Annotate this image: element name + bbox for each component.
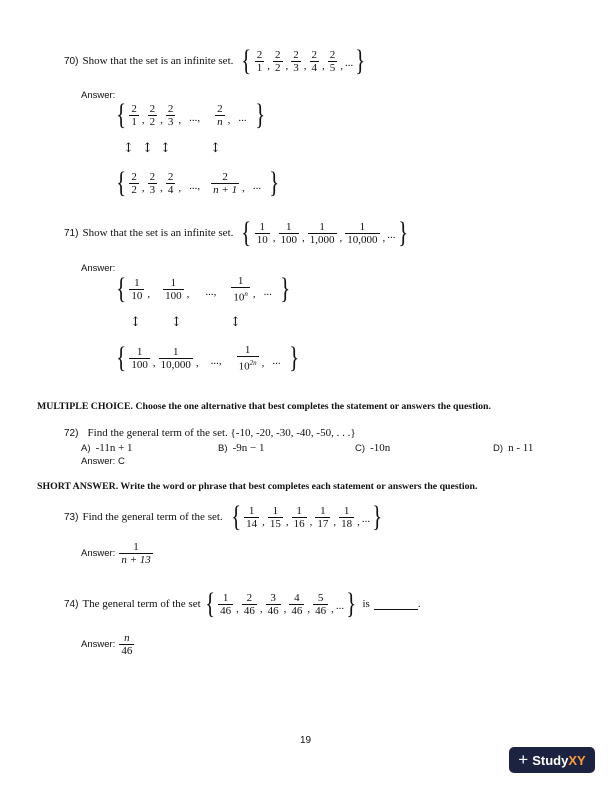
q74-answer: Answer: $\frac{n}{46}$ [81,632,133,657]
q71-number: 71) [64,227,79,239]
q72-option-d[interactable]: D) n - 11 [493,442,534,454]
is-text: is [362,598,370,610]
set-fraction: $\frac{1}{16}$ [293,504,305,530]
general-term: $\frac{2}{n + 1}$ [213,170,238,196]
q72-number: 72) [64,428,79,439]
q72-option-a[interactable]: A) -11n + 1 [81,442,133,454]
q73-number: 73) [64,511,79,523]
logo-study-text: Study [532,752,569,768]
set-fraction: $\frac{1}{10,000}$ [160,345,191,371]
q73-prompt [64,502,384,532]
arrow-icon: ↕ [123,141,134,156]
q71-answer-label: Answer: [81,263,116,274]
set-fraction: $\frac{1}{10}$ [256,220,268,246]
set-fraction: $\frac{2}{4}$ [311,48,318,74]
set-fraction: $\frac{2}{46}$ [243,591,255,617]
q70-prompt [64,46,368,76]
arrow-icon: ↕ [210,141,221,156]
set-fraction: $\frac{1}{1,000}$ [309,220,335,246]
period: . [417,598,421,610]
q71-set: { $\frac{1}{10}$ , $\frac{1}{100}$ , $\frac{1}{1,000}$ , $\frac{1}{10,000}$ , ... } [241,216,408,249]
ellipsis: ..., [189,180,201,192]
q74-prompt [64,589,421,619]
ellipsis: ..., [210,355,222,367]
set-fraction: $\frac{1}{14}$ [246,504,258,530]
ellipsis: ... [263,286,272,298]
studyxy-logo[interactable] [509,747,595,773]
set-fraction: $\frac{1}{100}$ [165,276,182,302]
q71-prompt [64,218,410,248]
q74-number: 74) [64,598,79,610]
q70-set: { $\frac{2}{1}$ , $\frac{2}{2}$ , $\frac{2}{3}$ , $\frac{2}{4}$ , $\frac{2}{5}$ , ... } [241,44,366,77]
set-fraction: $\frac{2}{5}$ [329,48,336,74]
set-fraction: $\frac{2}{2}$ [149,102,156,128]
q73-text: Find the general term of the set. [82,511,223,523]
ellipsis: ... [361,513,371,525]
general-term: $\frac{2}{n}$ [217,102,223,128]
general-term: $\frac{1}{10^{2n}}$ [238,343,257,373]
q70-answer-row2: { $\frac{2}{2}$ , $\frac{2}{3}$ , $\frac{2}{4}$ , ..., $\frac{2}{n + 1}$ , ... } [116,166,280,199]
ellipsis: ..., [205,286,217,298]
left-brace: { [241,44,252,77]
set-fraction: $\frac{3}{46}$ [267,591,279,617]
answer-blank[interactable] [374,599,418,610]
short-answer-header: SHORT ANSWER. Write the word or phrase that best completes each statement or answers the question. [37,481,478,492]
set-fraction: $\frac{1}{100}$ [131,345,148,371]
q71-answer-row1: { $\frac{1}{10}$ , $\frac{1}{100}$ , ..., $\frac{1}{10^n}$ , ... } [116,272,291,305]
set-fraction: $\frac{2}{2}$ [131,170,137,196]
ellipsis: ... [252,180,262,192]
general-term: $\frac{1}{10^n}$ [233,274,248,304]
logo-xy-text: XY [568,752,586,768]
ellipsis: ... [345,57,354,69]
set-fraction: $\frac{1}{100}$ [280,220,298,246]
set-fraction: $\frac{2}{1}$ [131,102,137,128]
set-fraction: $\frac{2}{1}$ [256,48,263,74]
q73-set: { $\frac{1}{14}$ , $\frac{1}{15}$ , $\frac{1}{16}$ , $\frac{1}{17}$ , $\frac{1}{18}$ , ... } [230,500,383,533]
arrow-icon: ↕ [142,141,153,156]
set-fraction: $\frac{1}{18}$ [341,504,353,530]
set-fraction: $\frac{2}{2}$ [275,48,281,74]
q72-option-c[interactable]: C) -10n [355,442,391,454]
ellipsis: ... [272,355,281,367]
set-fraction: $\frac{1}{10,000}$ [347,220,378,246]
multiple-choice-header: MULTIPLE CHOICE. Choose the one alternative that best completes the statement or answers the question. [37,401,491,412]
q74-text: The general term of the set [82,598,201,610]
set-fraction: $\frac{1}{15}$ [269,504,281,530]
q72-text: Find the general term of the set. {-10, -20, -30, -40, -50, . . .} [87,427,356,439]
answer-fraction: $\frac{1}{n + 13}$ [121,541,151,566]
set-fraction: $\frac{2}{3}$ [167,102,174,128]
answer-fraction: $\frac{n}{46}$ [121,632,133,657]
set-fraction: $\frac{1}{17}$ [317,504,329,530]
q73-answer: Answer: $\frac{1}{n + 13}$ [81,541,151,566]
set-fraction: $\frac{4}{46}$ [291,591,303,617]
page-number: 19 [300,735,312,746]
set-fraction: $\frac{1}{10}$ [131,276,143,302]
set-fraction: $\frac{2}{4}$ [167,170,174,196]
arrow-icon: ↕ [160,141,171,156]
q72-option-b[interactable]: B) -9n − 1 [218,442,265,454]
q71-answer-row2: { $\frac{1}{100}$ , $\frac{1}{10,000}$ , ..., $\frac{1}{10^{2n}}$ , ... } [116,341,299,374]
q71-text: Show that the set is an infinite set. [82,227,234,239]
ellipsis: ... [238,112,247,124]
q70-answer-label: Answer: [81,90,116,101]
arrow-icon: ↕ [171,315,182,330]
set-fraction: $\frac{2}{3}$ [149,170,156,196]
q70-text: Show that the set is an infinite set. [82,55,234,67]
q74-set: { $\frac{1}{46}$ , $\frac{2}{46}$ , $\frac{3}{46}$ , $\frac{4}{46}$ , $\frac{5}{46}$ , ... } [204,587,357,620]
set-fraction: $\frac{2}{3}$ [293,48,299,74]
ellipsis: ..., [189,112,201,124]
arrow-icon: ↕ [230,315,241,330]
right-brace: } [355,44,366,77]
q72-answer: Answer: C [81,456,125,467]
set-fraction: $\frac{1}{46}$ [220,591,232,617]
set-fraction: $\frac{5}{46}$ [315,591,327,617]
arrow-icon: ↕ [130,315,141,330]
q70-answer-row1: { $\frac{2}{1}$ , $\frac{2}{2}$ , $\frac{2}{3}$ , ..., $\frac{2}{n}$ , ... } [116,98,265,131]
ellipsis: ... [387,229,396,241]
plus-icon: + [518,750,529,769]
q70-number: 70) [64,55,79,67]
ellipsis: ... [335,600,345,612]
